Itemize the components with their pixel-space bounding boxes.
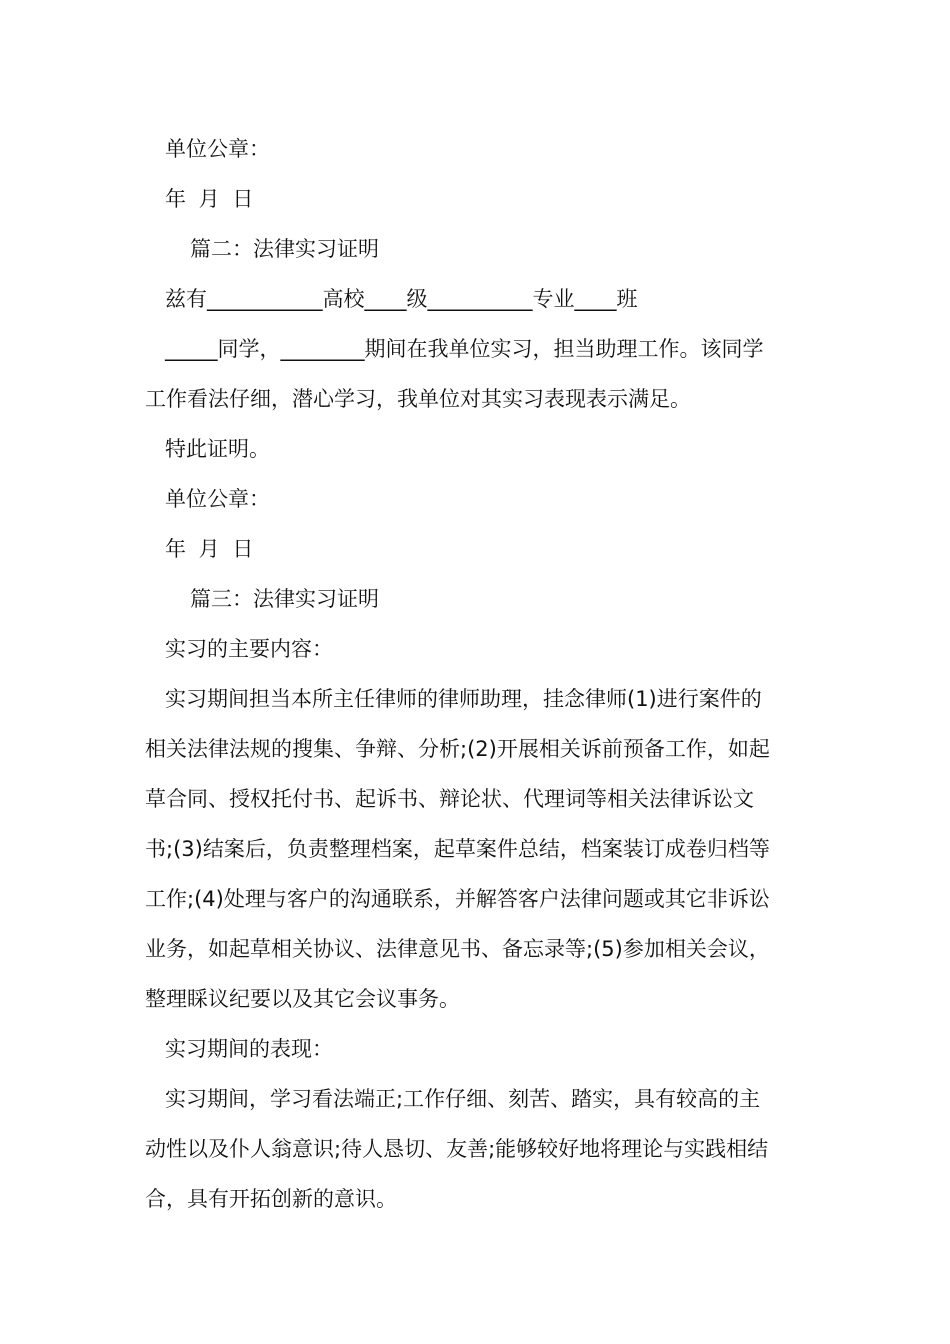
body-paragraph-line: 实习期间担当本所主任律师的律师助理，挂念律师(1)进行案件的	[165, 687, 762, 711]
body-paragraph-line: 动性以及仆人翁意识;待人恳切、友善;能够较好地将理论与实践相结	[145, 1137, 769, 1161]
body-paragraph-line: 工作看法仔细，潜心学习，我单位对其实习表现表示满足。	[145, 387, 691, 411]
body-paragraph-line: 兹有___________高校____级__________专业____班	[165, 287, 638, 311]
subheading: 实习的主要内容：	[165, 637, 333, 661]
body-paragraph-line: 相关法律法规的搜集、争辩、分析;(2)开展相关诉前预备工作，如起	[145, 737, 770, 761]
body-paragraph-line: 书;(3)结案后，负责整理档案，起草案件总结，档案装订成卷归档等	[145, 837, 770, 861]
body-paragraph-line: _____同学，________期间在我单位实习，担当助理工作。该同学	[165, 337, 764, 361]
body-paragraph-line: 工作;(4)处理与客户的沟通联系，并解答客户法律问题或其它非诉讼	[145, 887, 770, 911]
seal-label: 单位公章：	[165, 487, 270, 511]
subheading: 实习期间的表现：	[165, 1037, 333, 1061]
section-heading: 篇三：法律实习证明	[190, 587, 379, 611]
body-paragraph-line: 草合同、授权托付书、起诉书、辩论状、代理词等相关法律诉讼文	[145, 787, 754, 811]
body-paragraph-line: 整理睬议纪要以及其它会议事务。	[145, 987, 460, 1011]
date-line: 年 月 日	[165, 537, 254, 561]
certification-line: 特此证明。	[165, 437, 270, 461]
body-paragraph-line: 业务，如起草相关协议、法律意见书、备忘录等;(5)参加相关会议，	[145, 937, 770, 961]
section-heading: 篇二：法律实习证明	[190, 237, 379, 261]
date-line: 年 月 日	[165, 187, 254, 211]
seal-label: 单位公章：	[165, 137, 270, 161]
body-paragraph-line: 实习期间，学习看法端正;工作仔细、刻苦、踏实，具有较高的主	[165, 1087, 761, 1111]
body-paragraph-line: 合，具有开拓创新的意识。	[145, 1187, 397, 1211]
